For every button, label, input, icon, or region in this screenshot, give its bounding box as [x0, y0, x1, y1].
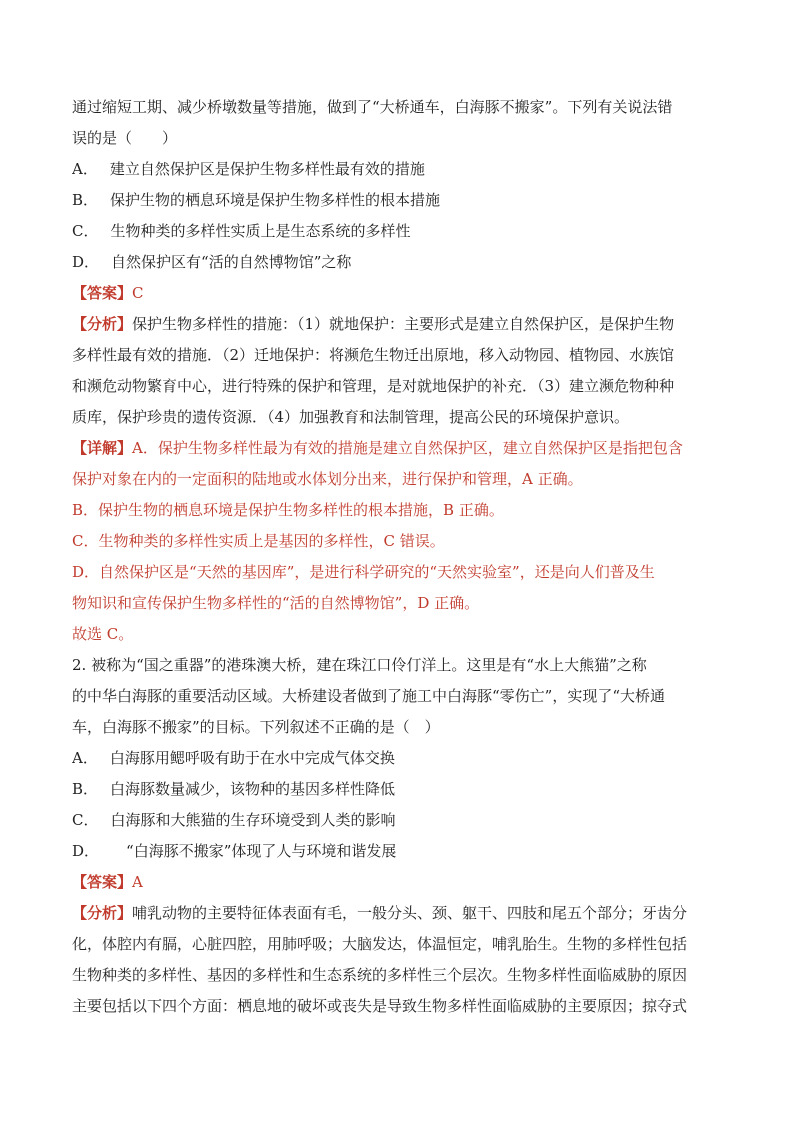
q2-answer	[72, 867, 724, 898]
analysis-text: 哺乳动物的主要特征体表面有毛，一般分头、颈、躯干、四肢和尾五个部分；牙齿分	[132, 904, 688, 922]
option-key: C．	[72, 811, 99, 829]
option-key: B．	[72, 191, 99, 209]
option-text: 保护生物的栖息环境是保护生物多样性的根本措施	[110, 191, 441, 209]
q1-option-b	[72, 185, 724, 216]
detail-text: A．保护生物多样性最为有效的措施是建立自然保护区，建立自然保护区是指把包含	[132, 439, 683, 457]
q2-option-b	[72, 774, 724, 805]
answer-tag: 【答案】	[72, 284, 133, 302]
detail-tag: 【详解】	[72, 439, 133, 457]
q1-option-c	[72, 216, 724, 247]
q1-detail-line: C．生物种类的多样性实质上是基因的多样性，C 错误。	[72, 532, 445, 550]
option-text: 白海豚和大熊猫的生存环境受到人类的影响	[110, 811, 396, 829]
document-content	[72, 92, 724, 1022]
option-key: C．	[72, 222, 99, 240]
q2-stem-line: 2. 被称为“国之重器”的港珠澳大桥，建在珠江口伶仃洋上。这里是有“水上大熊猫”之称	[72, 656, 647, 674]
analysis-tag: 【分析】	[72, 315, 133, 333]
q2-analysis-line: 生物种类的多样性、基因的多样性和生态系统的多样性三个层次。生物多样性面临威胁的原因	[72, 966, 688, 984]
q2-analysis-line	[72, 898, 724, 929]
q1-option-a	[72, 154, 724, 185]
answer-value: A	[132, 873, 143, 891]
q1-conclusion: 故选 C。	[72, 625, 134, 643]
q1-analysis-line: 质库，保护珍贵的遗传资源．（4）加强教育和法制管理，提高公民的环境保护意识。	[72, 408, 630, 426]
answer-tag: 【答案】	[72, 873, 133, 891]
q1-answer	[72, 278, 724, 309]
option-text: “白海豚不搬家”体现了人与环境和谐发展	[111, 842, 397, 860]
q1-detail-line	[72, 433, 724, 464]
q1-analysis-line: 和濒危动物繁育中心，进行特殊的保护和管理，是对就地保护的补充．（3）建立濒危物种种	[72, 377, 675, 395]
option-text: 白海豚数量减少，该物种的基因多样性降低	[110, 780, 396, 798]
q1-option-d	[72, 247, 724, 278]
option-text: 建立自然保护区是保护生物多样性最有效的措施	[109, 160, 425, 178]
option-key: A．	[72, 749, 98, 767]
option-key: A．	[72, 160, 98, 178]
q1-stem-line: 误的是（ ）	[72, 129, 178, 147]
option-text: 白海豚用鳃呼吸有助于在水中完成气体交换	[109, 749, 395, 767]
q1-detail-line: 保护对象在内的一定面积的陆地或水体划分出来，进行保护和管理，A 正确。	[72, 470, 583, 488]
q1-stem-line: 通过缩短工期、减少桥墩数量等措施，做到了“大桥通车，白海豚不搬家”。下列有关说法错	[72, 98, 673, 116]
q1-detail-line: B．保护生物的栖息环境是保护生物多样性的根本措施，B 正确。	[72, 501, 504, 519]
q2-stem-line: 车，白海豚不搬家”的目标。下列叙述不正确的是（ ）	[72, 718, 440, 736]
q1-analysis-line	[72, 309, 724, 340]
q1-analysis-line: 多样性最有效的措施．（2）迁地保护：将濒危生物迁出原地，移入动物园、植物园、水族馆	[72, 346, 675, 364]
option-key: D．	[72, 842, 100, 860]
q1-detail-line: D．自然保护区是“天然的基因库”，是进行科学研究的“天然实验室”，还是向人们普及生	[72, 563, 655, 581]
q2-stem-line: 的中华白海豚的重要活动区域。大桥建设者做到了施工中白海豚“零伤亡”，实现了“大桥通	[72, 687, 666, 705]
q2-analysis-line: 主要包括以下四个方面：栖息地的破坏或丧失是导致生物多样性面临威胁的主要原因；掠夺式	[72, 997, 688, 1015]
q2-analysis-line: 化，体腔内有膈，心脏四腔，用肺呼吸；大脑发达，体温恒定，哺乳胎生。生物的多样性包括	[72, 935, 688, 953]
answer-value: C	[132, 284, 144, 302]
analysis-tag: 【分析】	[72, 904, 133, 922]
q2-option-a	[72, 743, 724, 774]
option-key: D．	[72, 253, 100, 271]
q2-option-c	[72, 805, 724, 836]
option-text: 生物种类的多样性实质上是生态系统的多样性	[110, 222, 411, 240]
option-key: B．	[72, 780, 99, 798]
option-text: 自然保护区有“活的自然博物馆”之称	[111, 253, 352, 271]
q2-option-d	[72, 836, 724, 867]
analysis-text: 保护生物多样性的措施：（1）就地保护：主要形式是建立自然保护区，是保护生物	[132, 315, 675, 333]
q1-detail-line: 物知识和宣传保护生物多样性的“活的自然博物馆”，D 正确。	[72, 594, 480, 612]
